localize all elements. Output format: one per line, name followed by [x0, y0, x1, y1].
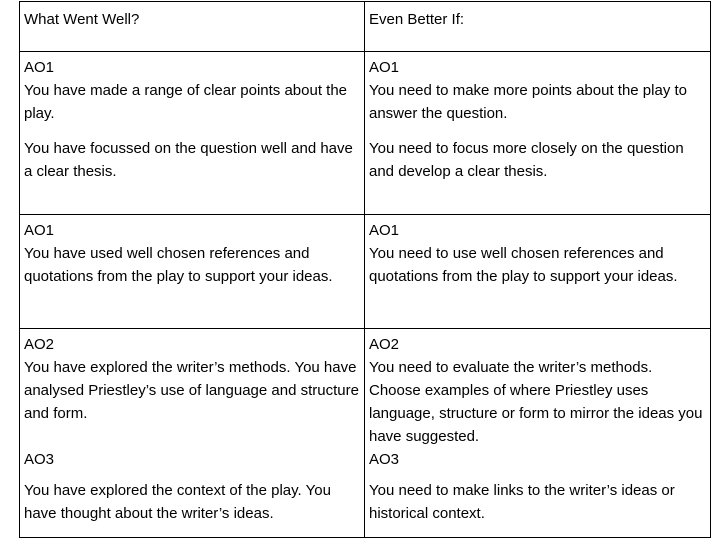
- feedback-text: You have used well chosen references and quotations from the play to support your ideas.: [24, 245, 333, 285]
- ebi-cell-ao1-references: [365, 215, 711, 329]
- feedback-text: You need to make more points about the play to answer the question.: [369, 82, 692, 122]
- feedback-text: You have explored the writer’s methods. You have analysed Priestley’s use of language and structure and form.: [24, 359, 364, 422]
- table-row: [20, 52, 711, 215]
- assessment-code: AO1: [24, 222, 55, 239]
- ebi-cell-ao1-points: [365, 52, 711, 215]
- feedback-text: You need to use well chosen references and quotations from the play to support your ideas.: [369, 245, 678, 285]
- wwf-cell-ao1-references: [20, 215, 365, 329]
- header-left-label: What Went Well?: [24, 11, 140, 28]
- feedback-table: [19, 1, 711, 538]
- table-row: [20, 329, 711, 538]
- feedback-text: You have focussed on the question well and have a clear thesis.: [24, 140, 358, 180]
- assessment-code: AO1: [369, 59, 400, 76]
- assessment-code: AO3: [369, 451, 400, 468]
- feedback-text: You need to make links to the writer’s ideas or historical context.: [369, 482, 679, 522]
- header-even-better-if: [365, 2, 711, 52]
- header-what-went-well: [20, 2, 365, 52]
- assessment-code: AO2: [369, 336, 400, 353]
- table-row: [20, 215, 711, 329]
- table-header-row: [20, 2, 711, 52]
- feedback-text: You need to focus more closely on the question and develop a clear thesis.: [369, 140, 688, 180]
- ebi-cell-ao2-ao3: [365, 329, 711, 538]
- assessment-code: AO1: [369, 222, 400, 239]
- assessment-code: AO1: [24, 59, 55, 76]
- feedback-text: You need to evaluate the writer’s methods. Choose examples of where Priestley uses language, structure or form to mirror the ideas you have suggested.: [369, 359, 707, 445]
- wwf-cell-ao1-points: [20, 52, 365, 215]
- feedback-text: You have explored the context of the play. You have thought about the writer’s ideas.: [24, 482, 336, 522]
- assessment-code: AO3: [24, 451, 55, 468]
- wwf-cell-ao2-ao3: [20, 329, 365, 538]
- feedback-text: You have made a range of clear points about the play.: [24, 82, 352, 122]
- assessment-code: AO2: [24, 336, 55, 353]
- header-right-label: Even Better If:: [369, 11, 465, 28]
